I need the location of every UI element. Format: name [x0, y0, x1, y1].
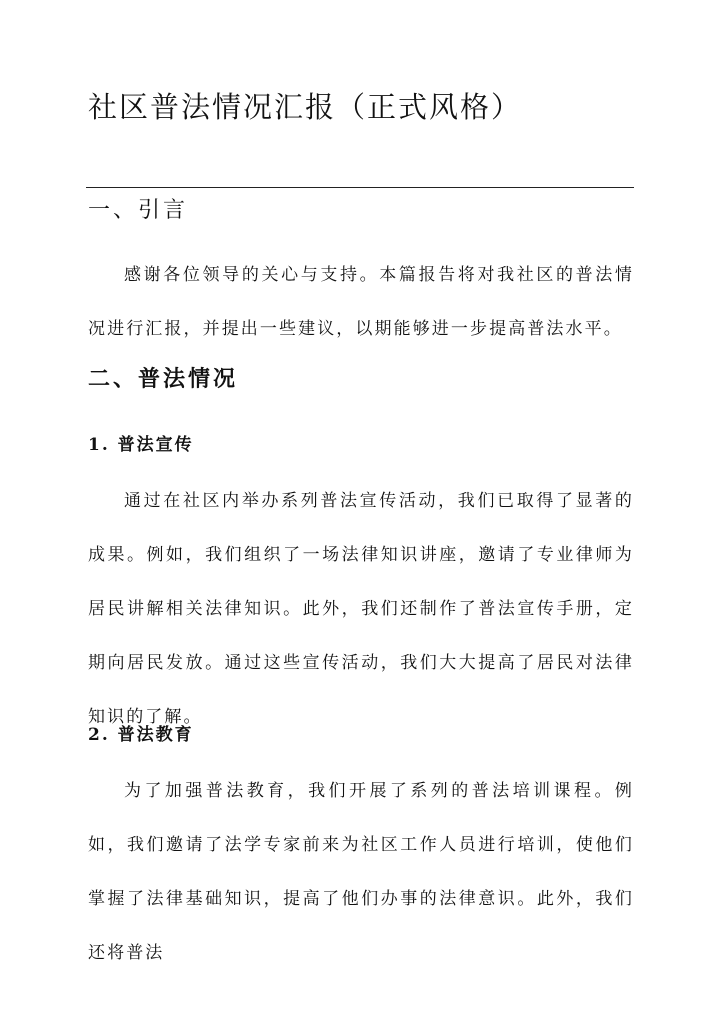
subsection-heading-education: 2. 普法教育: [88, 725, 194, 745]
title-divider: [86, 187, 634, 188]
introduction-paragraph: 感谢各位领导的关心与支持。本篇报告将对我社区的普法情况进行汇报，并提出一些建议，以期能够进一步提高普法水平。: [88, 265, 634, 339]
subsection-heading-publicity: 1. 普法宣传: [88, 435, 194, 455]
section-heading-introduction: 一、引言: [88, 198, 189, 223]
publicity-paragraph: 通过在社区内举办系列普法宣传活动，我们已取得了显著的成果。例如，我们组织了一场法律知识讲座，邀请了专业律师为居民讲解相关法律知识。此外，我们还制作了普法宣传手册，定期向居民发放。通过这些宣传活动，我们大大提高了居民对法律知识的了解。: [88, 491, 634, 727]
section-heading-legal-status: 二、普法情况: [88, 366, 239, 392]
education-paragraph: 为了加强普法教育，我们开展了系列的普法培训课程。例如，我们邀请了法学专家前来为社区工作人员进行培训，使他们掌握了法律基础知识，提高了他们办事的法律意识。此外，我们还将普法: [88, 781, 634, 963]
document-title: 社区普法情况汇报（正式风格）: [88, 90, 523, 124]
